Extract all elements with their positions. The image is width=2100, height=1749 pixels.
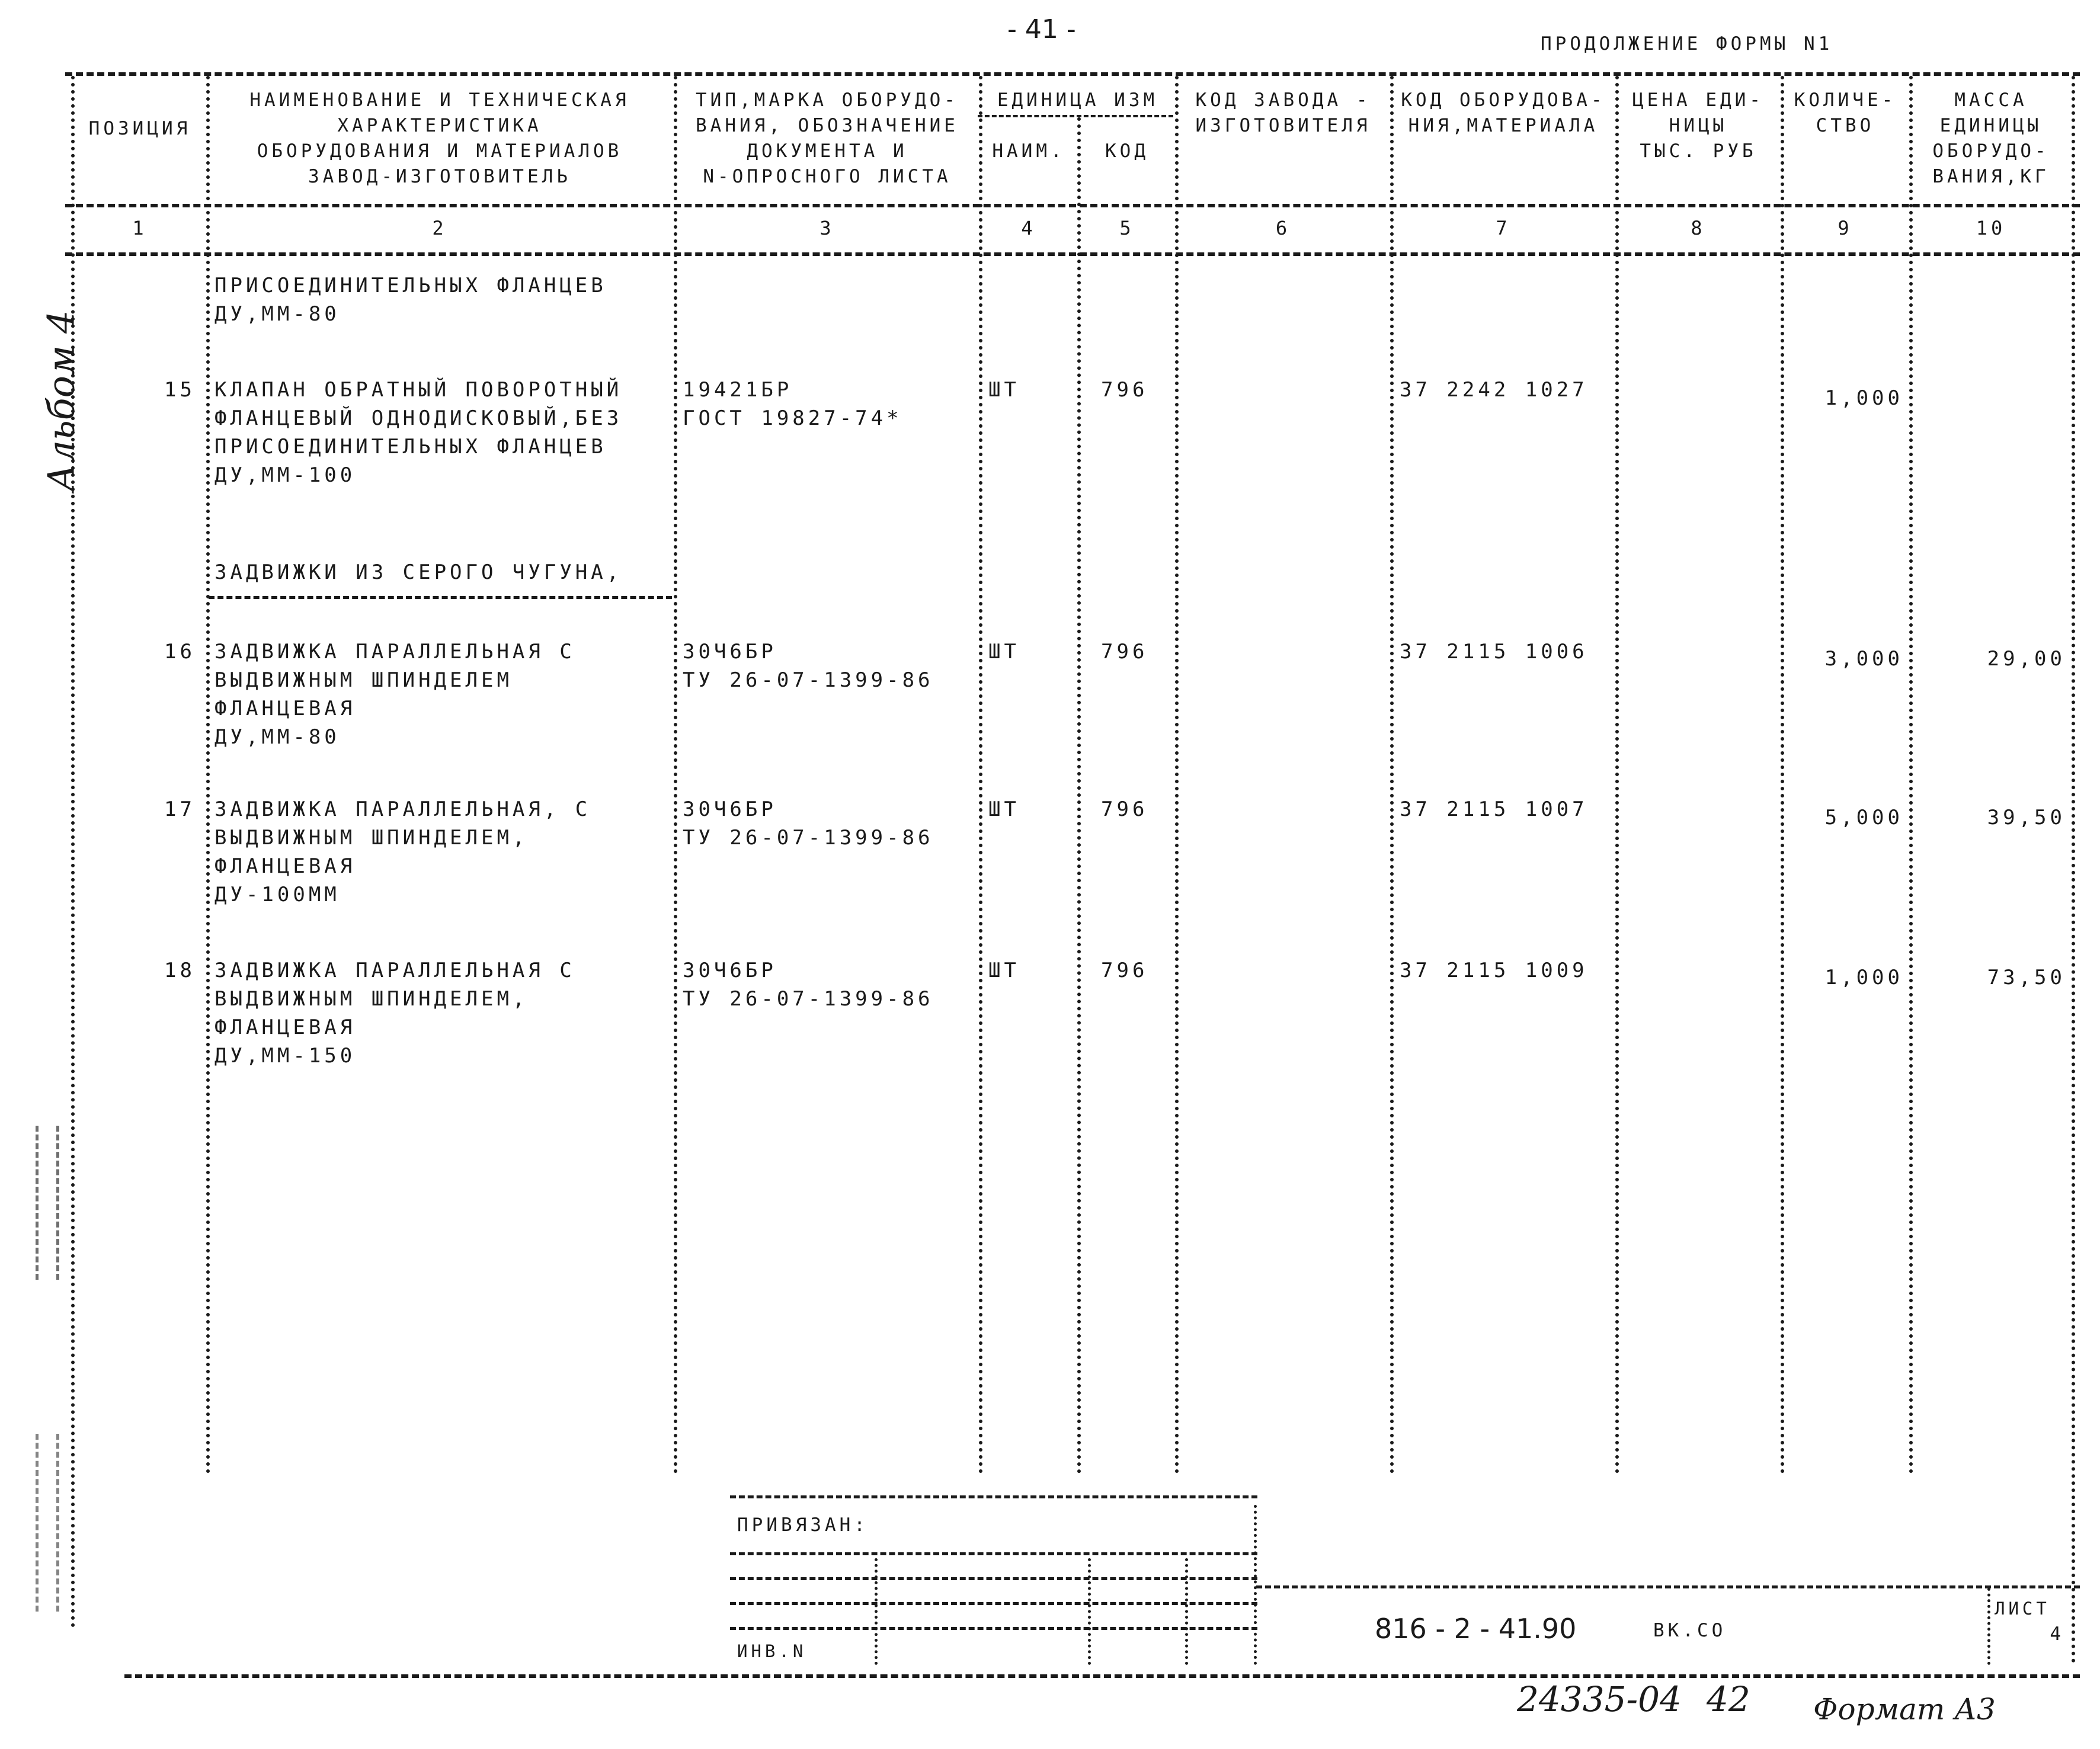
form-continuation-note: ПРОДОЛЖЕНИЕ ФОРМЫ N1: [1541, 33, 1833, 55]
stamp-top-rule: [730, 1495, 1257, 1498]
table-top-rule: [65, 72, 2080, 76]
row-16-type: 30Ч6БР ТУ 26-07-1399-86: [683, 640, 934, 692]
stamp-sheet-label: ЛИСТ: [1995, 1599, 2050, 1619]
col-number-10: 10: [1976, 217, 2006, 239]
row-18-position: 18: [164, 959, 196, 982]
stamp-sep-c: [1185, 1558, 1188, 1665]
row-17-type: 30Ч6БР ТУ 26-07-1399-86: [683, 797, 934, 850]
footer-format: Формат А3: [1813, 1692, 1996, 1726]
row-17-name: ЗАДВИЖКА ПАРАЛЛЕЛЬНАЯ, С ВЫДВИЖНЫМ ШПИНДЕЛЕМ, ФЛАНЦЕВАЯ ДУ-100ММ: [215, 797, 591, 906]
footer-page: 42: [1707, 1679, 1750, 1719]
col-number-2: 2: [432, 217, 447, 239]
row-17-unit: ШТ: [988, 797, 1020, 821]
row-17-position: 17: [164, 797, 196, 821]
row-15-equipment-code: 37 2242 1027: [1400, 378, 1588, 402]
row-18-mass: 73,50: [1987, 966, 2066, 989]
stamp-rule-3: [730, 1602, 1257, 1605]
col-number-4: 4: [1021, 217, 1036, 239]
stamp-sep-b: [1088, 1558, 1091, 1665]
row-17-unit-code: 796: [1101, 797, 1148, 821]
col-number-5: 5: [1119, 217, 1135, 239]
row-18-type: 30Ч6БР ТУ 26-07-1399-86: [683, 959, 934, 1011]
row-16-name: ЗАДВИЖКА ПАРАЛЛЕЛЬНАЯ С ВЫДВИЖНЫМ ШПИНДЕЛЕМ ФЛАНЦЕВАЯ ДУ,ММ-80: [215, 640, 575, 749]
side-stamp-marks: [25, 1126, 66, 1641]
row-18-name: ЗАДВИЖКА ПАРАЛЛЕЛЬНАЯ С ВЫДВИЖНЫМ ШПИНДЕЛЕМ, ФЛАНЦЕВАЯ ДУ,ММ-150: [215, 959, 575, 1068]
row-15-position: 15: [164, 378, 196, 402]
stamp-doc-suffix: ВК.СО: [1653, 1620, 1727, 1641]
row-18-equipment-code: 37 2115 1009: [1400, 959, 1588, 982]
col-sep-left: [71, 76, 75, 1628]
col-sep-8: [1781, 76, 1784, 1474]
footer-archive-number: 24335-04: [1517, 1679, 1682, 1719]
stamp-sep-d: [1254, 1505, 1257, 1665]
stamp-doc-code: 816 - 2 - 41.90: [1375, 1613, 1577, 1645]
row-18-unit: ШТ: [988, 959, 1020, 982]
row-16-position: 16: [164, 640, 196, 664]
row-15-type: 19421БР ГОСТ 19827-74*: [683, 378, 902, 430]
row-16-mass: 29,00: [1987, 647, 2066, 671]
header-unit-name: НАИМ.: [992, 140, 1065, 162]
col-number-1: 1: [132, 217, 148, 239]
stamp-rule-2: [730, 1577, 1257, 1580]
header-name: НАИМЕНОВАНИЕ И ТЕХНИЧЕСКАЯ ХАРАКТЕРИСТИКА ОБОРУДОВАНИЯ И МАТЕРИАЛОВ ЗАВОД-ИЗГОТОВИТЕЛЬ: [249, 89, 630, 187]
row-18-unit-code: 796: [1101, 959, 1148, 982]
col-sep-1: [206, 76, 210, 1474]
header-unit-price: ЦЕНА ЕДИ- НИЦЫ ТЫС. РУБ: [1632, 89, 1764, 162]
header-bottom-rule: [65, 204, 2080, 207]
col-number-3: 3: [819, 217, 835, 239]
col-sep-4: [1077, 117, 1081, 1474]
row-16-equipment-code: 37 2115 1006: [1400, 640, 1588, 664]
row-16-unit: ШТ: [988, 640, 1020, 664]
header-factory-code: КОД ЗАВОДА - ИЗГОТОВИТЕЛЯ: [1195, 89, 1371, 136]
table-bottom-rule: [124, 1674, 2080, 1678]
col-sep-3: [979, 76, 982, 1474]
section-heading-underline: [209, 596, 672, 599]
stamp-inv-label: ИНВ.N: [737, 1641, 807, 1661]
stamp-rule-1: [730, 1552, 1257, 1555]
stamp-sep-sheet: [1987, 1588, 1990, 1665]
header-quantity: КОЛИЧЕ- СТВО: [1794, 89, 1897, 136]
stamp-rule-4: [730, 1627, 1257, 1630]
stamp-sep-a: [875, 1558, 878, 1665]
section-heading: ЗАДВИЖКИ ИЗ СЕРОГО ЧУГУНА,: [215, 560, 623, 584]
stamp-privyazan-label: ПРИВЯЗАН:: [737, 1514, 869, 1536]
row-17-equipment-code: 37 2115 1007: [1400, 797, 1588, 821]
unit-group-rule: [978, 115, 1173, 117]
header-unit-group: ЕДИНИЦА ИЗМ: [997, 89, 1158, 111]
stamp-sheet-number: 4: [2050, 1623, 2064, 1645]
col-number-9: 9: [1837, 217, 1853, 239]
row-17-mass: 39,50: [1987, 806, 2066, 829]
col-sep-right: [2072, 76, 2075, 1664]
col-number-8: 8: [1691, 217, 1706, 239]
row-15-quantity: 1,000: [1824, 386, 1903, 410]
col-sep-6: [1390, 76, 1394, 1474]
col-sep-9: [1909, 76, 1913, 1474]
row-16-unit-code: 796: [1101, 640, 1148, 664]
header-unit-mass: МАССА ЕДИНИЦЫ ОБОРУДО- ВАНИЯ,КГ: [1932, 89, 2050, 187]
row-15-unit: ШТ: [988, 378, 1020, 402]
stamp-main-rule: [1256, 1585, 2080, 1588]
page-number: - 41 -: [1007, 14, 1076, 44]
column-numbers-bottom-rule: [65, 252, 2080, 256]
col-sep-5: [1175, 76, 1179, 1474]
header-type: ТИП,МАРКА ОБОРУДО- ВАНИЯ, ОБОЗНАЧЕНИЕ ДОКУМЕНТА И N-ОПРОСНОГО ЛИСТА: [696, 89, 959, 187]
col-number-6: 6: [1275, 217, 1291, 239]
row-16-quantity: 3,000: [1824, 647, 1903, 671]
header-unit-code: КОД: [1105, 140, 1149, 162]
row-15-name: КЛАПАН ОБРАТНЫЙ ПОВОРОТНЫЙ ФЛАНЦЕВЫЙ ОДНОДИСКОВЫЙ,БЕЗ ПРИСОЕДИНИТЕЛЬНЫХ ФЛАНЦЕВ ДУ,ММ-100: [215, 378, 623, 487]
header-equipment-code: КОД ОБОРУДОВА- НИЯ,МАТЕРИАЛА: [1401, 89, 1606, 136]
col-sep-2: [674, 76, 677, 1474]
row-18-quantity: 1,000: [1824, 966, 1903, 989]
col-sep-7: [1615, 76, 1619, 1474]
row-15-unit-code: 796: [1101, 378, 1148, 402]
header-position: ПОЗИЦИЯ: [88, 118, 191, 139]
side-album-note: Альбом 4: [39, 310, 83, 492]
col-number-7: 7: [1496, 217, 1511, 239]
row-17-quantity: 5,000: [1824, 806, 1903, 829]
row-continuation-name: ПРИСОЕДИНИТЕЛЬНЫХ ФЛАНЦЕВ ДУ,ММ-80: [215, 274, 607, 326]
